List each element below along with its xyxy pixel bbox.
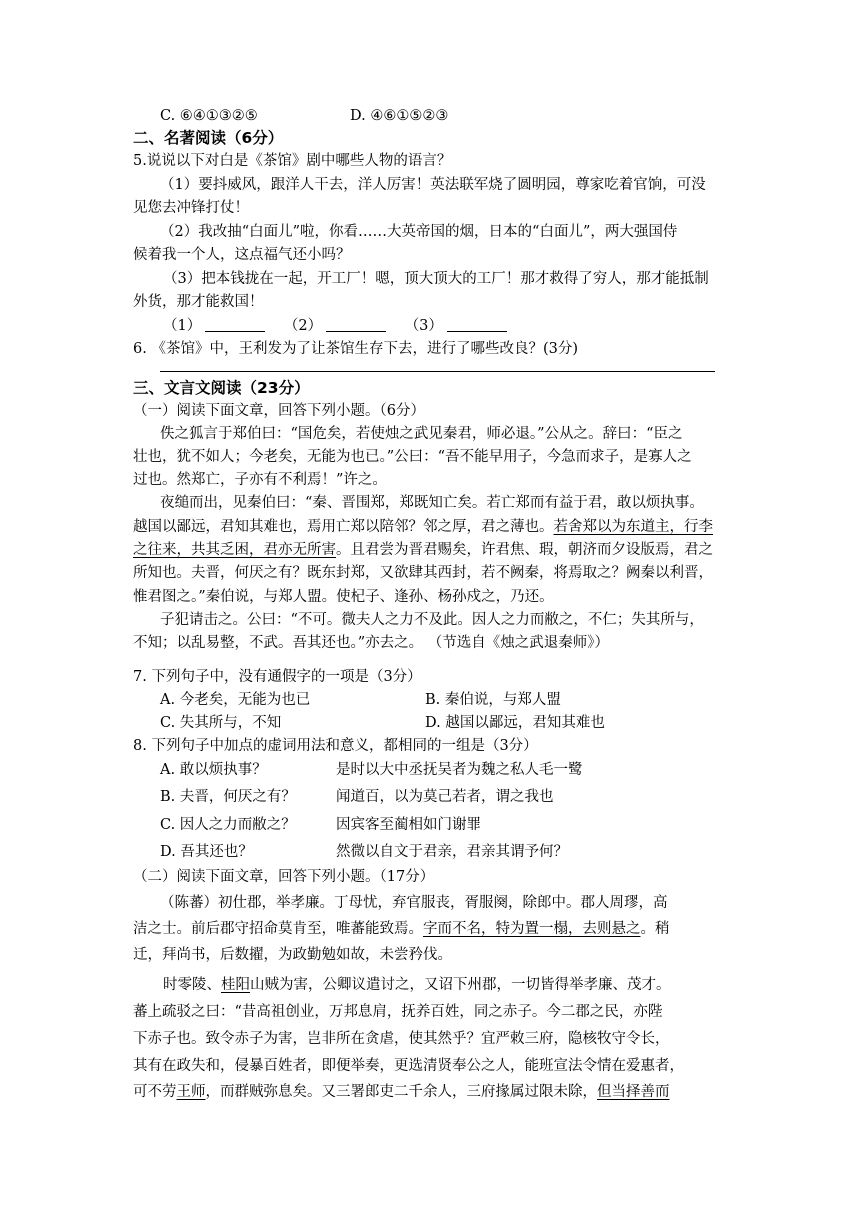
quote-3-line-2: 外货，那才能救国！ (133, 294, 264, 310)
underlined-word-guiyang: 桂阳 (221, 977, 250, 993)
section-title-2: 二、名著阅读（6分） (133, 129, 284, 147)
quote-3-line-1: （3）把本钱拢在一起，开工厂！嗯，顶大顶大的工厂！那才救得了穷人，那才能抵制 (163, 271, 709, 287)
quote-2-line-1: （2）我改抽“白面儿”啦，你看……大英帝国的烟，日本的“白面儿”，两大强国侍 (160, 224, 678, 240)
q8-c-right: 因宾客至蔺相如门谢罪 (336, 817, 481, 833)
option-d: D. ④⑥①⑤②③ (350, 108, 449, 124)
question-6: 6. 《茶馆》中，王利发为了让茶馆生存下去，进行了哪些改良？(3分) (133, 341, 578, 357)
answer-label-3: （3） (404, 318, 443, 334)
quote-1-line-1: （1）要抖威风，跟洋人干去，洋人厉害！英法联军烧了圆明园，尊家吃着官饷，可没 (160, 177, 706, 193)
underlined-sentence-1b: 之往来，共其乏困，君亦无所害 (133, 542, 336, 558)
passage-5-line-2: 蕃上疏驳之曰：“昔高祖创业，万邦息肩，抚养百姓，同之赤子。今二郡之民，亦陛 (133, 1004, 663, 1020)
quote-2-line-2: 候着我一个人，这点福气还小吗？ (133, 247, 351, 263)
passage-1-line-3: 过也。然郑亡，子亦有不利焉！”许之。 (133, 472, 387, 488)
q8-a-right: 是时以大中丞抚吴者为魏之私人毛一鹭 (336, 762, 583, 778)
underlined-sentence-1a: 若舍郑以为东道主，行李 (553, 519, 713, 535)
passage-2-line-1: 夜缒而出，见秦伯曰：“秦、晋围郑，郑既知亡矣。若亡郑而有益于君，敢以烦执事。 (160, 495, 704, 511)
passage-2-line-4: 所知也。夫晋，何厌之有？既东封郑，又欲肆其西封，若不阙秦，将焉取之？阙秦以利晋， (133, 565, 713, 581)
passage-4-line-1: （陈蕃）初仕郡，举孝廉。丁母忧，弃官服丧，胥服阕，除郎中。郡人周璆，高 (160, 895, 668, 911)
q8-b-left: B. 夫晋，何厌之有？ (160, 789, 296, 805)
q8-c-left: C. 因人之力而敝之？ (160, 817, 296, 833)
answer-line-6[interactable] (160, 371, 715, 372)
passage-5-line-1-text: 时零陵、 (163, 977, 221, 993)
section-title-3: 三、文言文阅读（23分） (133, 379, 310, 397)
passage-1-line-1: 佚之狐言于郑伯曰：“国危矣，若使烛之武见秦君，师必退。”公从之。辞曰：“臣之 (160, 426, 683, 442)
passage-3-line-2: 不知；以乱易整，不武。吾其还也。”亦去之。 （节选自《烛之武退秦师》） (133, 635, 610, 651)
passage-5-line-5-mid: ，而群贼弥息矣。又三署郎吏二千余人，三府掾属过限未除， (205, 1084, 597, 1100)
passage-4-line-3: 迁，拜尚书，后数擢，为政勤勉如故，未尝矜伐。 (133, 947, 452, 963)
passage-5-line-1-end: 山贼为害，公卿议遣讨之，又诏下州郡，一切皆得举孝廉、茂才。 (250, 977, 671, 993)
underlined-word-wangshi: 王师 (176, 1084, 206, 1100)
passage-2-line-3-text: 。且君尝为晋君赐矣，许君焦、瑕，朝济而夕设版焉，君之 (336, 542, 713, 558)
answer-blank-2[interactable] (326, 317, 386, 332)
option-c: C. ⑥④①③②⑤ (160, 108, 258, 124)
passage-2-line-5: 惟君图之。”秦伯说，与郑人盟。使杞子、逢孙、杨孙戍之，乃还。 (133, 589, 554, 605)
q7-option-c: C. 失其所与，不知 (160, 715, 282, 731)
passage-2-line-2-text: 越国以鄙远，君知其难也，焉用亡郑以陪邻？邻之厚，君之薄也。 (133, 519, 554, 535)
passage-5-line-3: 下赤子也。致令赤子为害，岂非所在贪虐，使其然乎？宜严敕三府，隐核牧守令长， (133, 1031, 670, 1047)
q8-b-right: 闻道百，以为莫己若者，谓之我也 (336, 789, 554, 805)
q8-d-left: D. 吾其还也？ (160, 844, 253, 860)
passage-4-line-2-end: 。稍 (640, 921, 670, 937)
passage-2-line-3 (133, 540, 713, 560)
answer-blank-3[interactable] (447, 317, 507, 332)
passage-5-line-5 (133, 1082, 670, 1102)
answer-blank-1[interactable] (205, 317, 265, 332)
passage-4-line-2 (133, 919, 670, 939)
q8-d-right: 然微以自文于君亲，君亲其谓予何？ (336, 844, 568, 860)
passage-3-line-1: 子犯请击之。公曰：“不可。微夫人之力不及此。因人之力而敝之，不仁；失其所与， (160, 612, 704, 628)
part-2-intro: （二）阅读下面文章，回答下列小题。（17分） (133, 869, 435, 885)
underlined-sentence-2: 字而不名，特为置一榻，去则悬之 (423, 921, 641, 937)
passage-5-line-5-text: 可不劳 (133, 1084, 177, 1100)
q8-a-left: A. 敢以烦执事？ (160, 762, 267, 778)
passage-5-line-4: 其有在政失和，侵暴百姓者，即便举奏，更选清贤奉公之人，能班宣法令情在爱惠者， (133, 1058, 684, 1074)
q7-option-a: A. 今老矣，无能为也已 (160, 692, 311, 708)
passage-4-line-2-text: 洁之士。前后郡守招命莫肯至，唯蕃能致焉。 (133, 921, 423, 937)
passage-1-line-2: 壮也，犹不如人；今老矣，无能为也已。”公曰：“吾不能早用子，今急而求子，是寡人之 (133, 449, 692, 465)
question-8: 8. 下列句子中加点的虚词用法和意义，都相同的一组是（3分） (133, 738, 538, 754)
question-7: 7. 下列句子中，没有通假字的一项是（3分） (133, 669, 422, 685)
answer-blanks (163, 316, 507, 336)
passage-5-line-1 (163, 975, 671, 995)
question-5: 5.说说以下对白是《茶馆》剧中哪些人物的语言？ (133, 153, 452, 169)
quote-1-line-2: 见您去冲锋打仗！ (133, 200, 249, 216)
q7-option-b: B. 秦伯说，与郑人盟 (425, 692, 561, 708)
underlined-sentence-3: 但当择善而 (597, 1084, 670, 1100)
answer-label-1: （1） (163, 318, 202, 334)
part-1-intro: （一）阅读下面文章，回答下列小题。（6分） (133, 403, 425, 419)
passage-2-line-2 (133, 517, 713, 537)
q7-option-d: D. 越国以鄙远，君知其难也 (425, 715, 605, 731)
answer-label-2: （2） (283, 318, 323, 334)
